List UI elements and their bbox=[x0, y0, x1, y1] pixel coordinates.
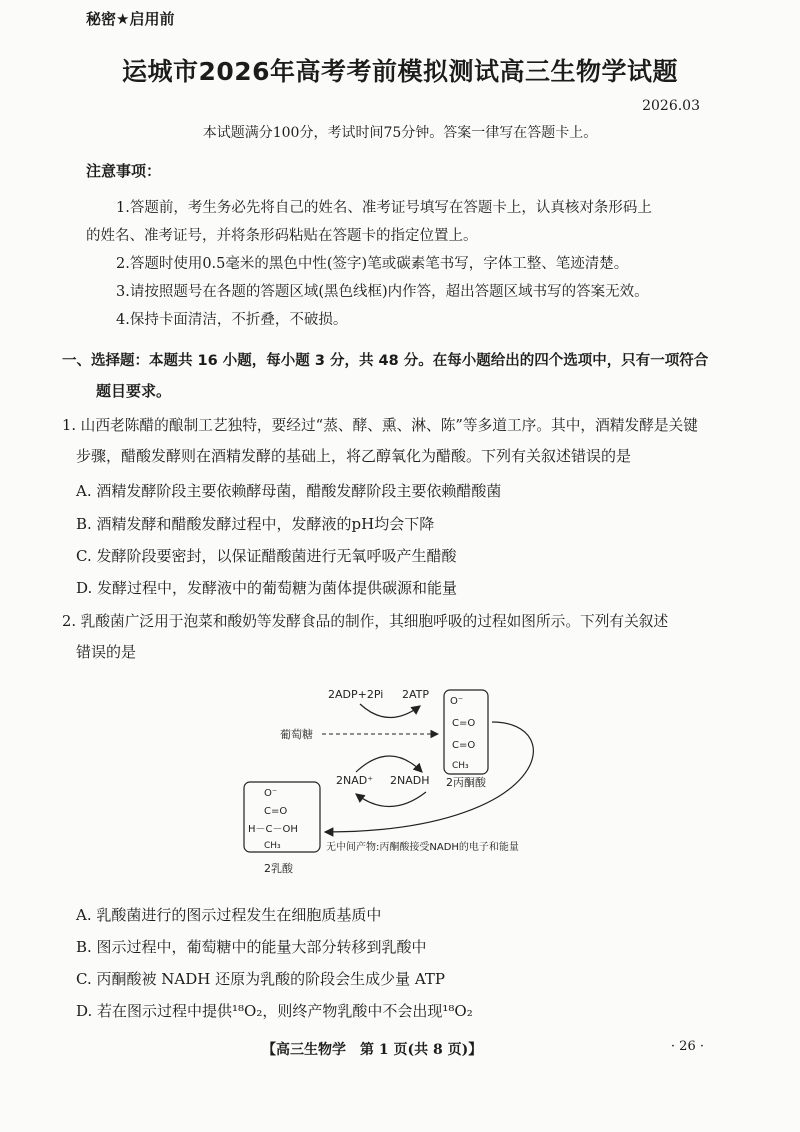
lactate-o-minus: O⁻ bbox=[264, 788, 278, 799]
section-heading-cont: 题目要求。 bbox=[96, 382, 172, 400]
page-code: · 26 · bbox=[670, 1039, 704, 1054]
pyruvate-methyl: CH₃ bbox=[452, 761, 469, 771]
adp-label: 2ADP+2Pi bbox=[328, 688, 384, 701]
nadh-oxidation-arrow bbox=[356, 792, 426, 807]
notice-item-1-cont: 的姓名、准考证号，并将条形码粘贴在答题卡的指定位置上。 bbox=[86, 228, 478, 244]
pyruvate-label: 2丙酮酸 bbox=[446, 776, 486, 789]
exam-date: 2026.03 bbox=[642, 98, 700, 114]
lactic-fermentation-diagram bbox=[230, 682, 590, 882]
exam-title: 运城市2026年高考考前模拟测试高三生物学试题 bbox=[121, 57, 679, 86]
notice-item-3: 3.请按照题号在各题的答题区域(黑色线框)内作答，超出答题区域书写的答案无效。 bbox=[116, 284, 649, 300]
secret-label: 秘密★启用前 bbox=[86, 10, 175, 28]
question-1-stem-cont: 步骤，醋酸发酵则在酒精发酵的基础上，将乙醇氧化为醋酸。下列有关叙述错误的是 bbox=[76, 447, 632, 465]
lactate-box bbox=[244, 782, 320, 852]
question-1-stem: 1. 山西老陈醋的酿制工艺独特，要经过“蒸、酵、熏、淋、陈”等多道工序。其中，酒精发酵是关键 bbox=[62, 417, 698, 434]
notice-item-4: 4.保持卡面清洁，不折叠，不破损。 bbox=[116, 312, 348, 328]
nad-label: 2NAD⁺ bbox=[336, 774, 374, 787]
q2-option-d: D. 若在图示过程中提供¹⁸O₂，则终产物乳酸中不会出现¹⁸O₂ bbox=[76, 1002, 473, 1020]
lactate-label: 2乳酸 bbox=[264, 862, 293, 875]
page-footer: 【高三生物学 第 1 页(共 8 页)】 bbox=[262, 1042, 483, 1058]
q1-option-d: D. 发酵过程中，发酵液中的葡萄糖为菌体提供碳源和能量 bbox=[76, 579, 458, 597]
q1-option-a: A. 酒精发酵阶段主要依赖酵母菌，醋酸发酵阶段主要依赖醋酸菌 bbox=[76, 482, 502, 500]
lactate-methyl: CH₃ bbox=[264, 841, 281, 851]
atp-synthesis-arrow bbox=[360, 704, 420, 718]
question-2-stem-cont: 错误的是 bbox=[76, 643, 137, 661]
lactate-hydroxyl-carbon: H－C－OH bbox=[248, 824, 298, 835]
q2-option-a: A. 乳酸菌进行的图示过程发生在细胞质基质中 bbox=[76, 906, 382, 924]
lactate-carbonyl: C=O bbox=[264, 806, 288, 817]
exam-intro: 本试题满分100分，考试时间75分钟。答案一律写在答题卡上。 bbox=[202, 125, 598, 141]
q2-option-c: C. 丙酮酸被 NADH 还原为乳酸的阶段会生成少量 ATP bbox=[76, 970, 445, 988]
pyruvate-o-minus: O⁻ bbox=[450, 696, 464, 707]
q1-option-b: B. 酒精发酵和醋酸发酵过程中，发酵液的pH均会下降 bbox=[76, 515, 435, 533]
diagram-note: 无中间产物:丙酮酸接受NADH的电子和能量 bbox=[326, 842, 519, 853]
notice-title: 注意事项： bbox=[86, 162, 162, 180]
q2-option-b: B. 图示过程中，葡萄糖中的能量大部分转移到乳酸中 bbox=[76, 938, 427, 956]
section-heading: 一、选择题：本题共 16 小题，每小题 3 分，共 48 分。在每小题给出的四个选项中，只有一项符合 bbox=[62, 353, 709, 369]
notice-item-2: 2.答题时使用0.5毫米的黑色中性(签字)笔或碳素笔书写，字体工整、笔迹清楚。 bbox=[116, 256, 629, 272]
q1-option-c: C. 发酵阶段要密封，以保证醋酸菌进行无氧呼吸产生醋酸 bbox=[76, 547, 457, 565]
pyruvate-carbonyl-2: C=O bbox=[452, 740, 476, 751]
nadh-label: 2NADH bbox=[390, 774, 430, 787]
pyruvate-carbonyl-1: C=O bbox=[452, 718, 476, 729]
notice-item-1: 1.答题前，考生务必先将自己的姓名、准考证号填写在答题卡上，认真核对条形码上 bbox=[116, 200, 652, 216]
nad-reduction-arrow bbox=[356, 756, 422, 772]
atp-label: 2ATP bbox=[402, 688, 430, 701]
question-2-stem: 2. 乳酸菌广泛用于泡菜和酸奶等发酵食品的制作，其细胞呼吸的过程如图所示。下列有关叙述 bbox=[62, 613, 669, 630]
glucose-label: 葡萄糖 bbox=[280, 728, 313, 741]
